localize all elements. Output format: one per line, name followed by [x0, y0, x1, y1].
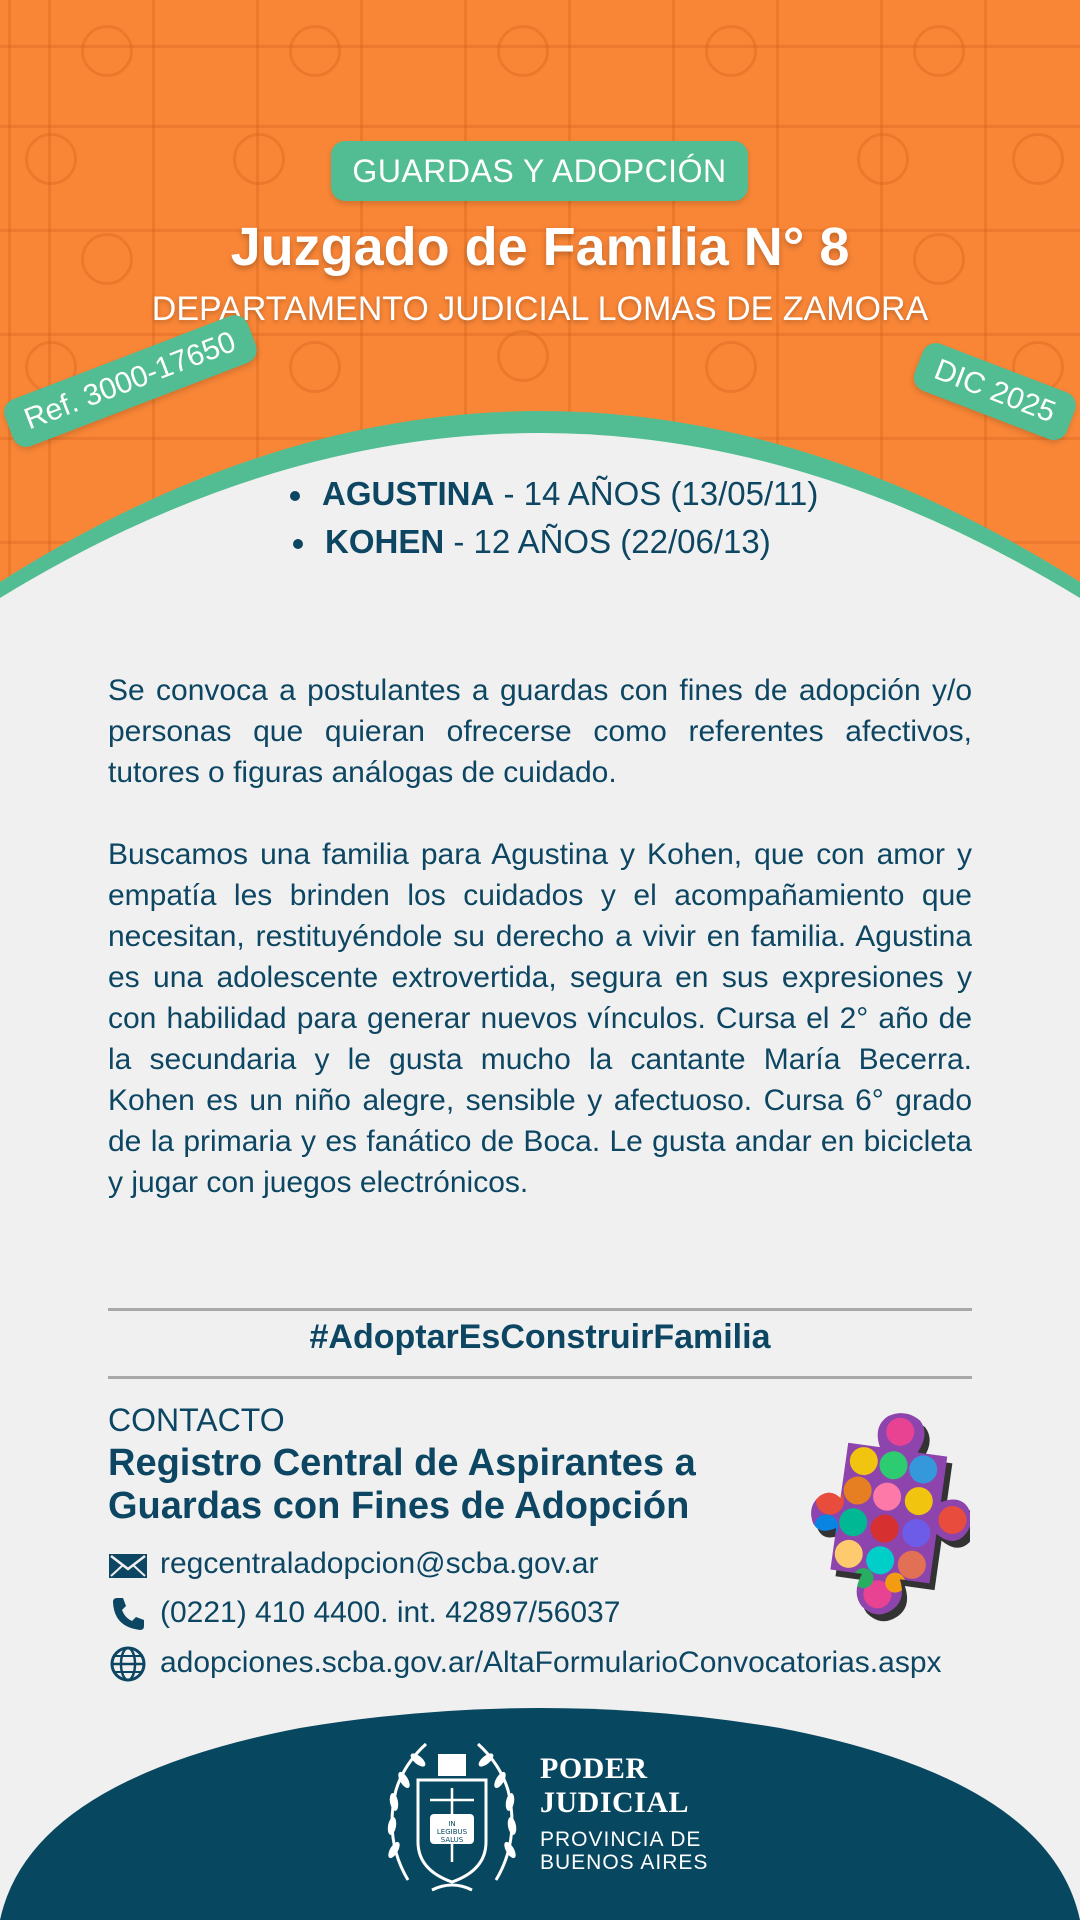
svg-text:LEGIBUS: LEGIBUS — [436, 1828, 468, 1836]
svg-text:IN: IN — [448, 1820, 456, 1828]
website-link[interactable]: adopciones.scba.gov.ar/AltaFormularioConvocatorias.aspx — [160, 1646, 942, 1679]
email-contact[interactable] — [108, 1542, 599, 1586]
divider — [108, 1308, 972, 1311]
phone-icon — [108, 1594, 148, 1634]
child-details: - 14 AÑOS (13/05/11) — [494, 475, 819, 512]
phone-contact[interactable] — [108, 1591, 620, 1635]
court-title: Juzgado de Familia N° 8 — [230, 217, 850, 277]
svg-text:SALUS: SALUS — [440, 1836, 464, 1844]
child-name: KOHEN — [325, 523, 445, 560]
child-details: - 12 AÑOS (22/06/13) — [444, 523, 771, 560]
contact-heading: CONTACTO — [108, 1402, 285, 1438]
organization-name-line: JUDICIAL — [540, 1786, 690, 1819]
list-item — [290, 470, 818, 518]
puzzle-hearts-icon — [800, 1395, 970, 1630]
province-line: PROVINCIA DE — [540, 1828, 702, 1851]
email-link[interactable]: regcentraladopcion@scba.gov.ar — [160, 1547, 599, 1580]
registry-title: Registro Central de Aspirantes a Guardas con Fines de Adopción — [108, 1442, 696, 1527]
bullet-icon — [293, 539, 303, 549]
organization-name — [540, 1752, 689, 1820]
child-name: AGUSTINA — [322, 475, 495, 512]
children-list — [290, 470, 818, 566]
province-line: BUENOS AIRES — [540, 1851, 709, 1874]
description-paragraph: Buscamos una familia para Agustina y Kohen, que con amor y empatía les brinden los cuidados y el acompañamiento que necesitan, restituyéndole su derecho a vivir en familia. Agustina es una adolescente extrovertida, segura en sus expresiones y con habilidad para generar nuevos vínculos. Cursa el 2° año de la secundaria y le gusta mucho la cantante María Becerra. Kohen es un niño alegre, sensible y afectuoso. Cursa 6° grado de la primaria y es fanático de Boca. Le gusta andar en bicicleta y jugar con juegos electrónicos. — [108, 838, 972, 1199]
phone-number[interactable]: (0221) 410 4400. int. 42897/56037 — [160, 1596, 621, 1629]
bullet-icon — [290, 491, 300, 501]
divider — [108, 1376, 972, 1379]
reference-tag: Ref. 3000-17650 — [0, 311, 260, 451]
province-name — [540, 1828, 708, 1874]
website-contact[interactable] — [108, 1641, 942, 1685]
hashtag: #AdoptarEsConstruirFamilia — [309, 1318, 771, 1356]
department-subtitle: DEPARTAMENTO JUDICIAL LOMAS DE ZAMORA — [151, 290, 929, 328]
organization-name-line: PODER — [540, 1752, 648, 1785]
globe-icon — [108, 1644, 148, 1684]
category-badge: GUARDAS Y ADOPCIÓN — [331, 141, 748, 201]
date-tag: DIC 2025 — [910, 339, 1080, 444]
intro-paragraph: Se convoca a postulantes a guardas con fines de adopción y/o personas que quieran ofrecerse como referentes afectivos, tutores o figuras análogas de cuidado. — [108, 674, 972, 789]
envelope-icon — [108, 1545, 148, 1585]
list-item — [290, 518, 818, 566]
judicial-seal-icon — [382, 1730, 522, 1900]
